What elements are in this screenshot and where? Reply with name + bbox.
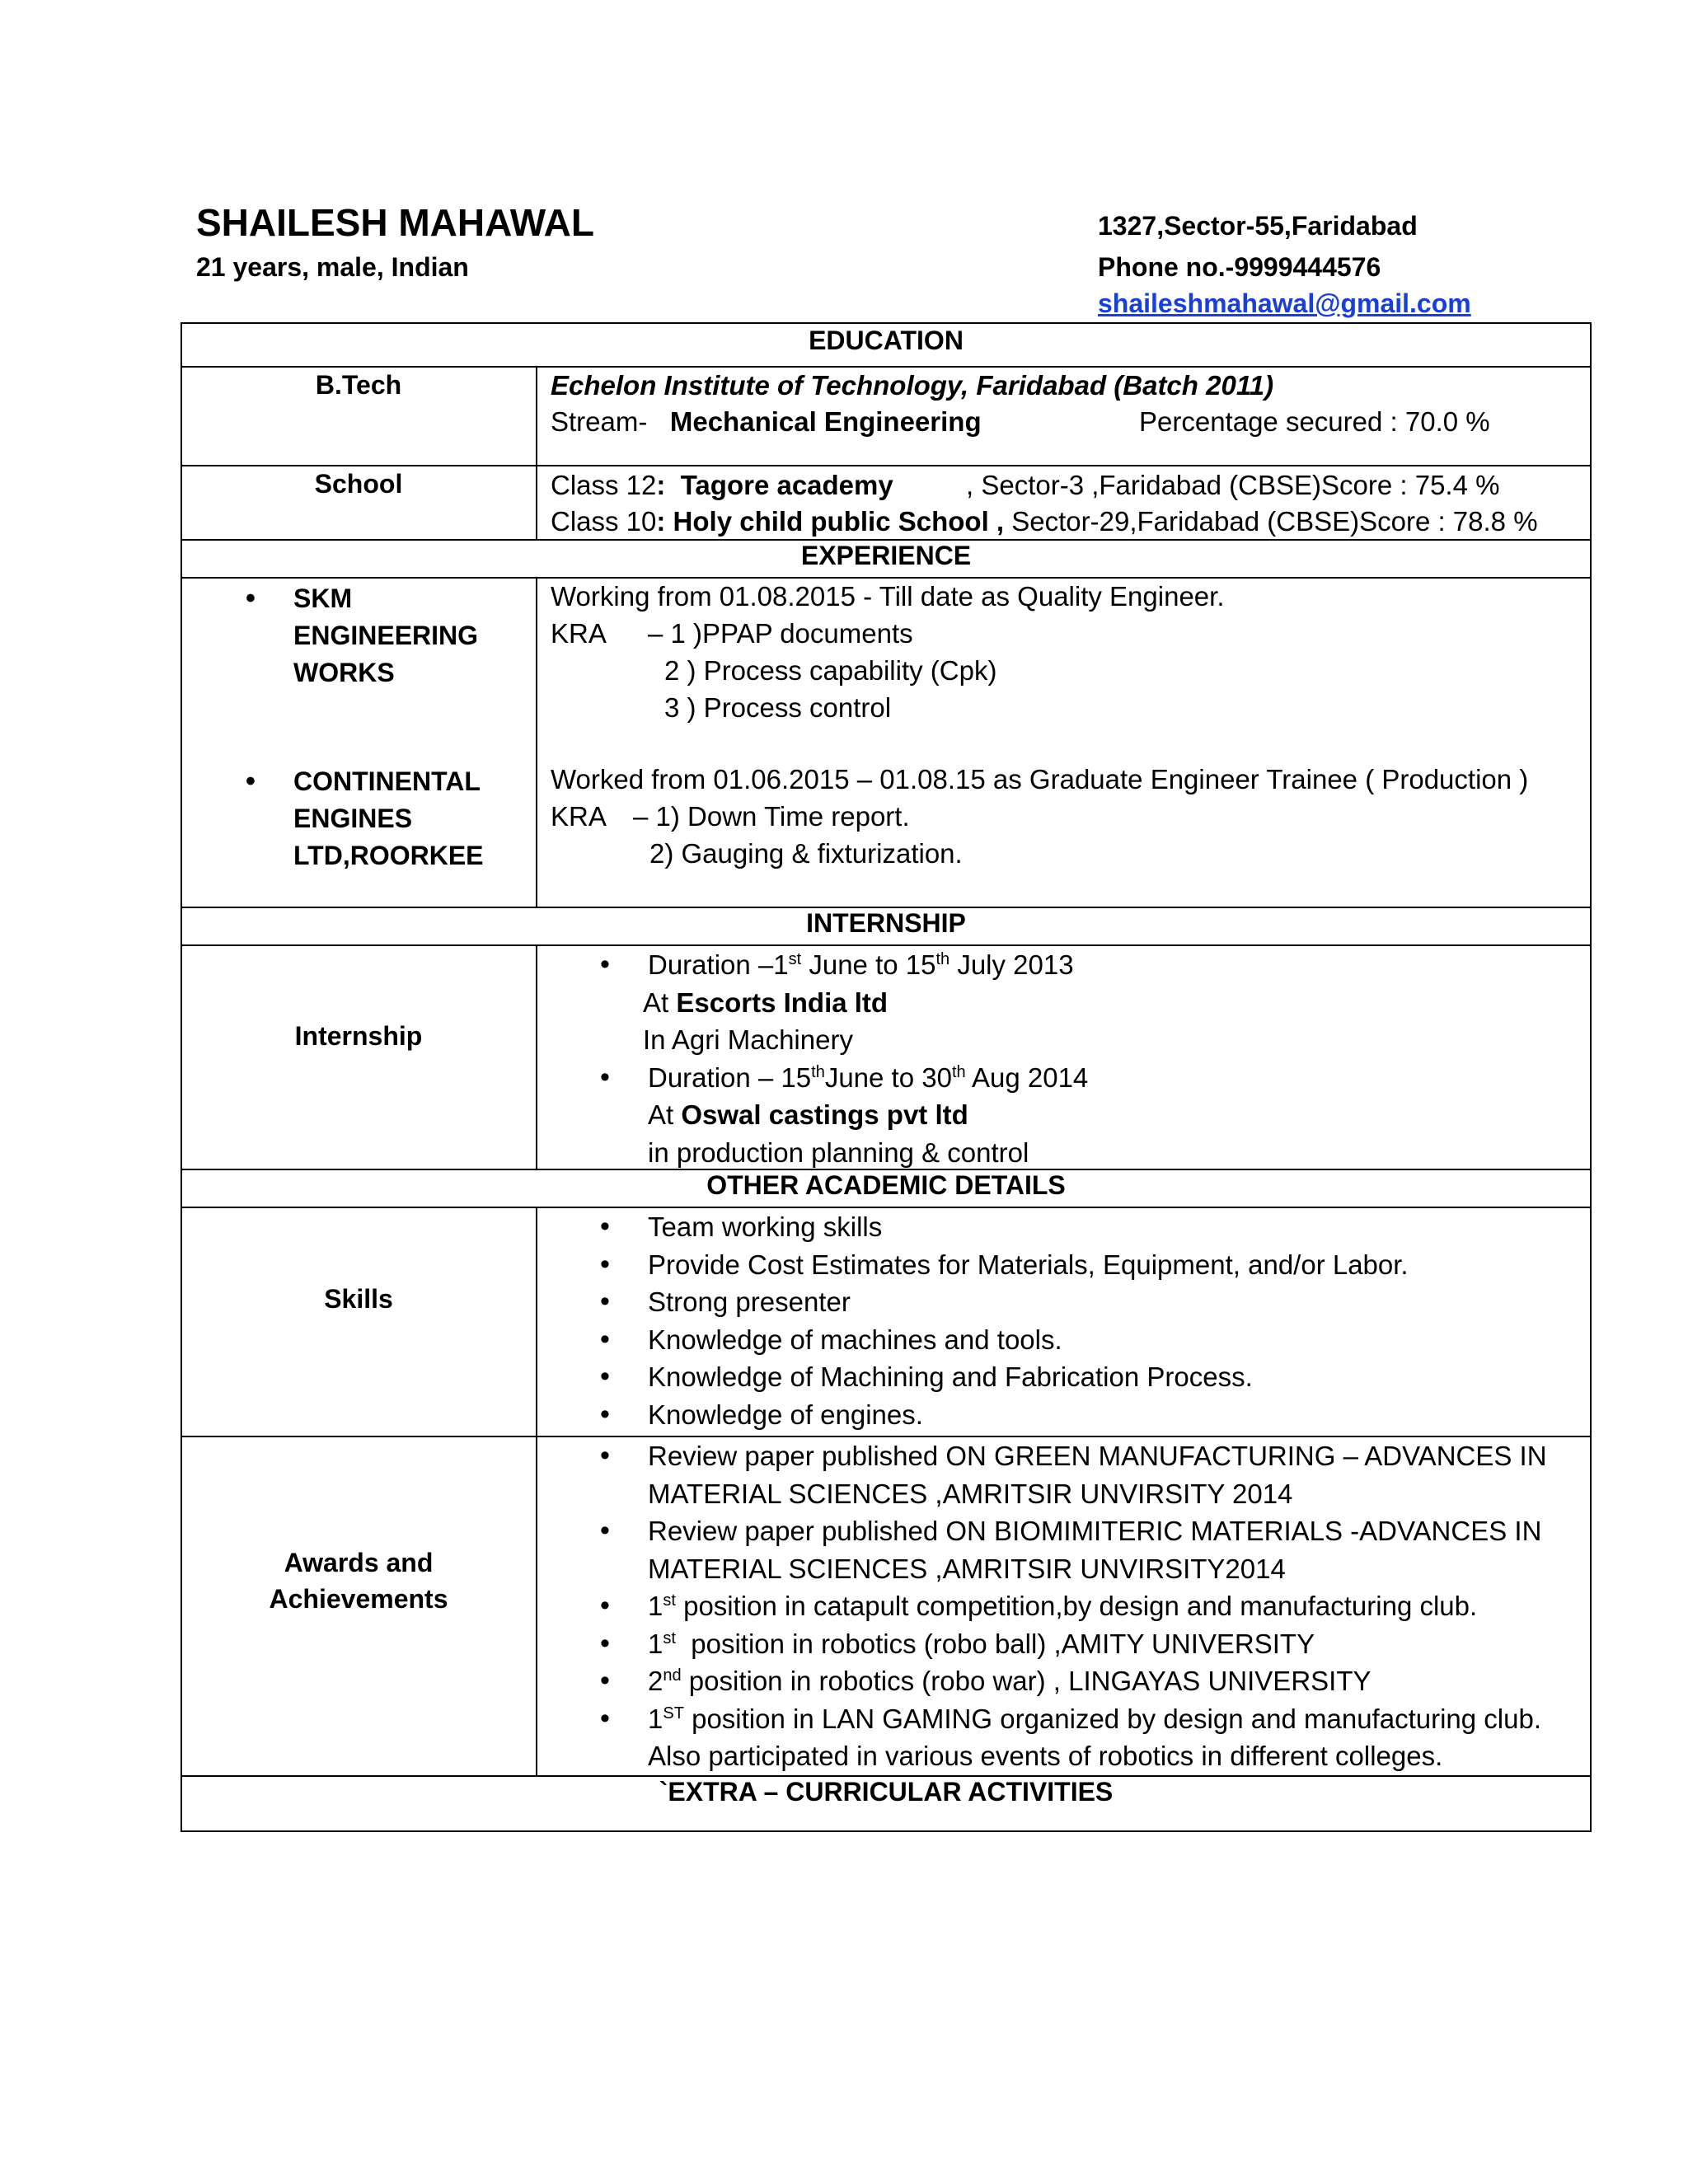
skill-item: • Strong presenter: [592, 1283, 1409, 1321]
skills-label: Skills: [324, 1284, 393, 1314]
education-heading: EDUCATION: [809, 326, 964, 355]
internship-1-duration: • Duration –1st June to 15th July 2013: [592, 946, 1088, 984]
internship-1-company: At Escorts India ltd: [643, 987, 889, 1018]
bullet-icon: •: [246, 583, 256, 614]
awards-label-line-1: Awards and: [284, 1548, 434, 1577]
internship-list: [592, 946, 1088, 1171]
job2-summary: Worked from 01.06.2015 – 01.08.15 as Graduate Engineer Trainee ( Production ): [551, 764, 1529, 794]
awards-list: [592, 1437, 1547, 1775]
award-item: • 1st position in robotics (robo ball) ,AMITY UNIVERSITY: [592, 1625, 1547, 1663]
class12-details: , Sector-3 ,Faridabad (CBSE)Score : 75.4 %: [966, 470, 1500, 500]
skill-item: • Provide Cost Estimates for Materials, Equipment, and/or Labor.: [592, 1246, 1409, 1284]
award-item: • Review paper published ON BIOMIMITERIC MATERIALS -ADVANCES IN: [592, 1512, 1547, 1550]
candidate-name: SHAILESH MAHAWAL: [196, 201, 594, 244]
school-label: School: [314, 469, 403, 499]
class10-school: : Holy child public School ,: [656, 506, 1005, 537]
skill-item: • Knowledge of engines.: [592, 1396, 1409, 1434]
internship-1-field: In Agri Machinery: [643, 1024, 853, 1055]
column-divider: [536, 944, 537, 1169]
job1-kra-2: 2 ) Process capability (Cpk): [664, 655, 997, 686]
internship-heading: INTERNSHIP: [806, 908, 966, 938]
class10-line: Class 10: Holy child public School , Sector-29,Faridabad (CBSE)Score : 78.8 %: [551, 506, 1538, 537]
job1-kra-1: – 1 )PPAP documents: [648, 618, 913, 649]
stream-name: Mechanical Engineering: [669, 406, 982, 437]
bullet-icon: •: [246, 766, 256, 797]
job2-kra-1: – 1) Down Time report.: [633, 801, 910, 832]
internship-2-field: in production planning & control: [648, 1137, 1029, 1168]
column-divider: [536, 1207, 537, 1775]
class12-line: Class 12: Tagore academy: [551, 470, 893, 500]
skills-list: [592, 1208, 1409, 1433]
candidate-bio: 21 years, male, Indian: [196, 252, 469, 282]
job2-kra-2: 2) Gauging & fixturization.: [649, 838, 963, 869]
candidate-email-link[interactable]: shaileshmahawal@gmail.com: [1098, 288, 1471, 318]
candidate-phone: Phone no.-9999444576: [1098, 252, 1381, 282]
internship-2-company: At Oswal castings pvt ltd: [648, 1099, 968, 1130]
btech-institute: Echelon Institute of Technology, Faridabad (Batch 2011): [551, 370, 1274, 401]
company-skm: • SKM ENGINEERING WORKS: [247, 580, 528, 691]
btech-label: B.Tech: [315, 370, 402, 400]
skill-item: • Knowledge of machines and tools.: [592, 1321, 1409, 1359]
btech-stream: Stream- Mechanical Engineering: [551, 406, 982, 437]
award-item: • 1st position in catapult competition,by design and manufacturing club.: [592, 1587, 1547, 1625]
experience-heading: EXPERIENCE: [800, 541, 972, 570]
candidate-address: 1327,Sector-55,Faridabad: [1098, 211, 1418, 241]
other-heading: OTHER ACADEMIC DETAILS: [706, 1170, 1066, 1200]
class12-school: Tagore academy: [680, 470, 893, 500]
extra-curricular-heading: `EXTRA – CURRICULAR ACTIVITIES: [659, 1777, 1114, 1807]
company-continental: • CONTINENTAL ENGINES LTD,ROORKEE: [247, 763, 528, 874]
job1-kra-label: KRA: [551, 618, 607, 649]
job2-kra-label: KRA: [551, 801, 607, 832]
internship-2-duration: • Duration – 15thJune to 30th Aug 2014: [592, 1059, 1088, 1097]
awards-label-line-2: Achievements: [269, 1584, 448, 1614]
internship-label: Internship: [294, 1021, 423, 1051]
award-item: • Review paper published ON GREEN MANUFACTURING – ADVANCES IN: [592, 1437, 1547, 1475]
award-item: • 2nd position in robotics (robo war) , LINGAYAS UNIVERSITY: [592, 1662, 1547, 1700]
award-item-cont: MATERIAL SCIENCES ,AMRITSIR UNVIRSITY2014: [648, 1553, 1286, 1584]
skill-item: • Team working skills: [592, 1208, 1409, 1246]
column-divider: [536, 577, 537, 907]
award-item-cont: MATERIAL SCIENCES ,AMRITSIR UNVIRSITY 2014: [648, 1478, 1293, 1509]
award-item: • 1ST position in LAN GAMING organized by design and manufacturing club.: [592, 1700, 1547, 1738]
job1-summary: Working from 01.08.2015 - Till date as Quality Engineer.: [551, 581, 1225, 612]
skill-item: • Knowledge of Machining and Fabrication Process.: [592, 1358, 1409, 1396]
btech-percentage: Percentage secured : 70.0 %: [1139, 406, 1490, 437]
award-item-cont: Also participated in various events of robotics in different colleges.: [648, 1741, 1443, 1771]
column-divider: [536, 366, 537, 539]
job1-kra-3: 3 ) Process control: [664, 692, 892, 723]
